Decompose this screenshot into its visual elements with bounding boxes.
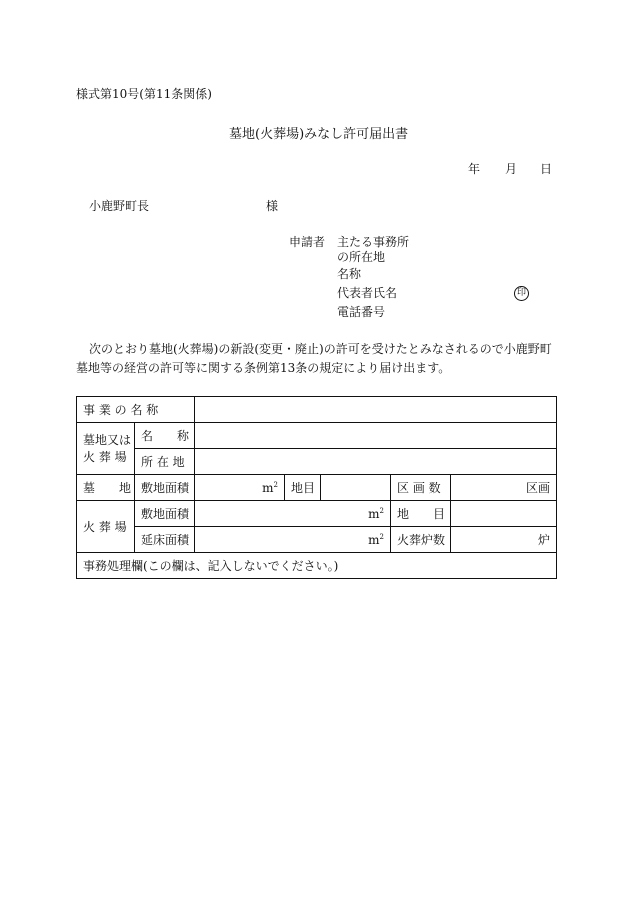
- plot-unit: 区画: [526, 481, 551, 495]
- sqm-unit-exponent: 2: [273, 480, 279, 489]
- sqm-unit: m: [368, 506, 380, 521]
- date-month-label: 月: [505, 162, 518, 176]
- body-text-line1: 次のとおり墓地(火葬場)の新設(変更・廃止)の許可を受けたとみなされるので小鹿野町: [89, 342, 552, 356]
- sqm-unit: m: [368, 532, 380, 547]
- sqm-unit-exponent: 2: [379, 506, 385, 515]
- cemetery-or-crematorium-label: [77, 423, 135, 475]
- cemetery-site-area-label: 敷地面積: [135, 475, 195, 501]
- location-field[interactable]: [195, 449, 557, 475]
- furnace-count-field[interactable]: [451, 527, 557, 553]
- applicant-office-location-line1: 主たる事務所: [337, 235, 410, 249]
- seal-mark: 印: [514, 286, 529, 301]
- table-row: [77, 449, 557, 475]
- crematorium-site-area-field[interactable]: [195, 501, 391, 527]
- form-number: 様式第10号(第11条関係): [76, 87, 212, 101]
- floor-area-field[interactable]: [195, 527, 391, 553]
- crematorium-land-category-label: 地 目: [391, 501, 451, 527]
- office-use-label: 事務処理欄(この欄は、記入しないでください。): [83, 559, 339, 573]
- plot-count-label: 区 画 数: [391, 475, 451, 501]
- name-field[interactable]: [195, 423, 557, 449]
- crematorium-label: 火 葬 場: [77, 501, 135, 553]
- plot-count-field[interactable]: [451, 475, 557, 501]
- table-row: [77, 501, 557, 527]
- sqm-unit-exponent: 2: [379, 532, 385, 541]
- table-row: [77, 423, 557, 449]
- document-title: 墓地(火葬場)みなし許可届出書: [229, 127, 409, 142]
- date-day-label: 日: [540, 162, 553, 176]
- table-row: [77, 553, 557, 579]
- body-text-line2: 墓地等の経営の許可等に関する条例第13条の規定により届け出ます。: [76, 361, 451, 375]
- location-label: 所 在 地: [135, 449, 195, 475]
- business-name-field[interactable]: [195, 397, 557, 423]
- cemetery-label: 墓 地: [77, 475, 135, 501]
- cemetery-site-area-field[interactable]: [195, 475, 285, 501]
- crematorium-land-category-field[interactable]: [451, 501, 557, 527]
- applicant-office-location-line2: の所在地: [337, 250, 386, 264]
- applicant-phone-label: 電話番号: [337, 305, 386, 319]
- table-row: [77, 397, 557, 423]
- applicant-label: 申請者: [289, 235, 326, 249]
- land-category-label: 地目: [285, 475, 321, 501]
- name-label: 名 称: [135, 423, 195, 449]
- furnace-unit: 炉: [538, 533, 551, 547]
- applicant-name-label: 名称: [337, 267, 362, 281]
- floor-area-label: 延床面積: [135, 527, 195, 553]
- land-category-field[interactable]: [321, 475, 391, 501]
- applicant-representative-label: 代表者氏名: [337, 286, 398, 300]
- date-year-label: 年: [468, 162, 481, 176]
- cemetery-or-crematorium-label-line2: 火 葬 場: [83, 449, 127, 464]
- addressee-honorific: 様: [266, 199, 279, 213]
- cemetery-or-crematorium-label-line1: 墓地又は: [83, 432, 132, 447]
- table-row: [77, 475, 557, 501]
- table-row: [77, 527, 557, 553]
- furnace-count-label: 火葬炉数: [391, 527, 451, 553]
- application-table: [76, 396, 557, 579]
- business-name-label: 事 業 の 名 称: [77, 397, 195, 423]
- addressee-office: 小鹿野町長: [89, 199, 150, 213]
- sqm-unit: m: [262, 480, 274, 495]
- office-use-section: [77, 553, 557, 579]
- crematorium-site-area-label: 敷地面積: [135, 501, 195, 527]
